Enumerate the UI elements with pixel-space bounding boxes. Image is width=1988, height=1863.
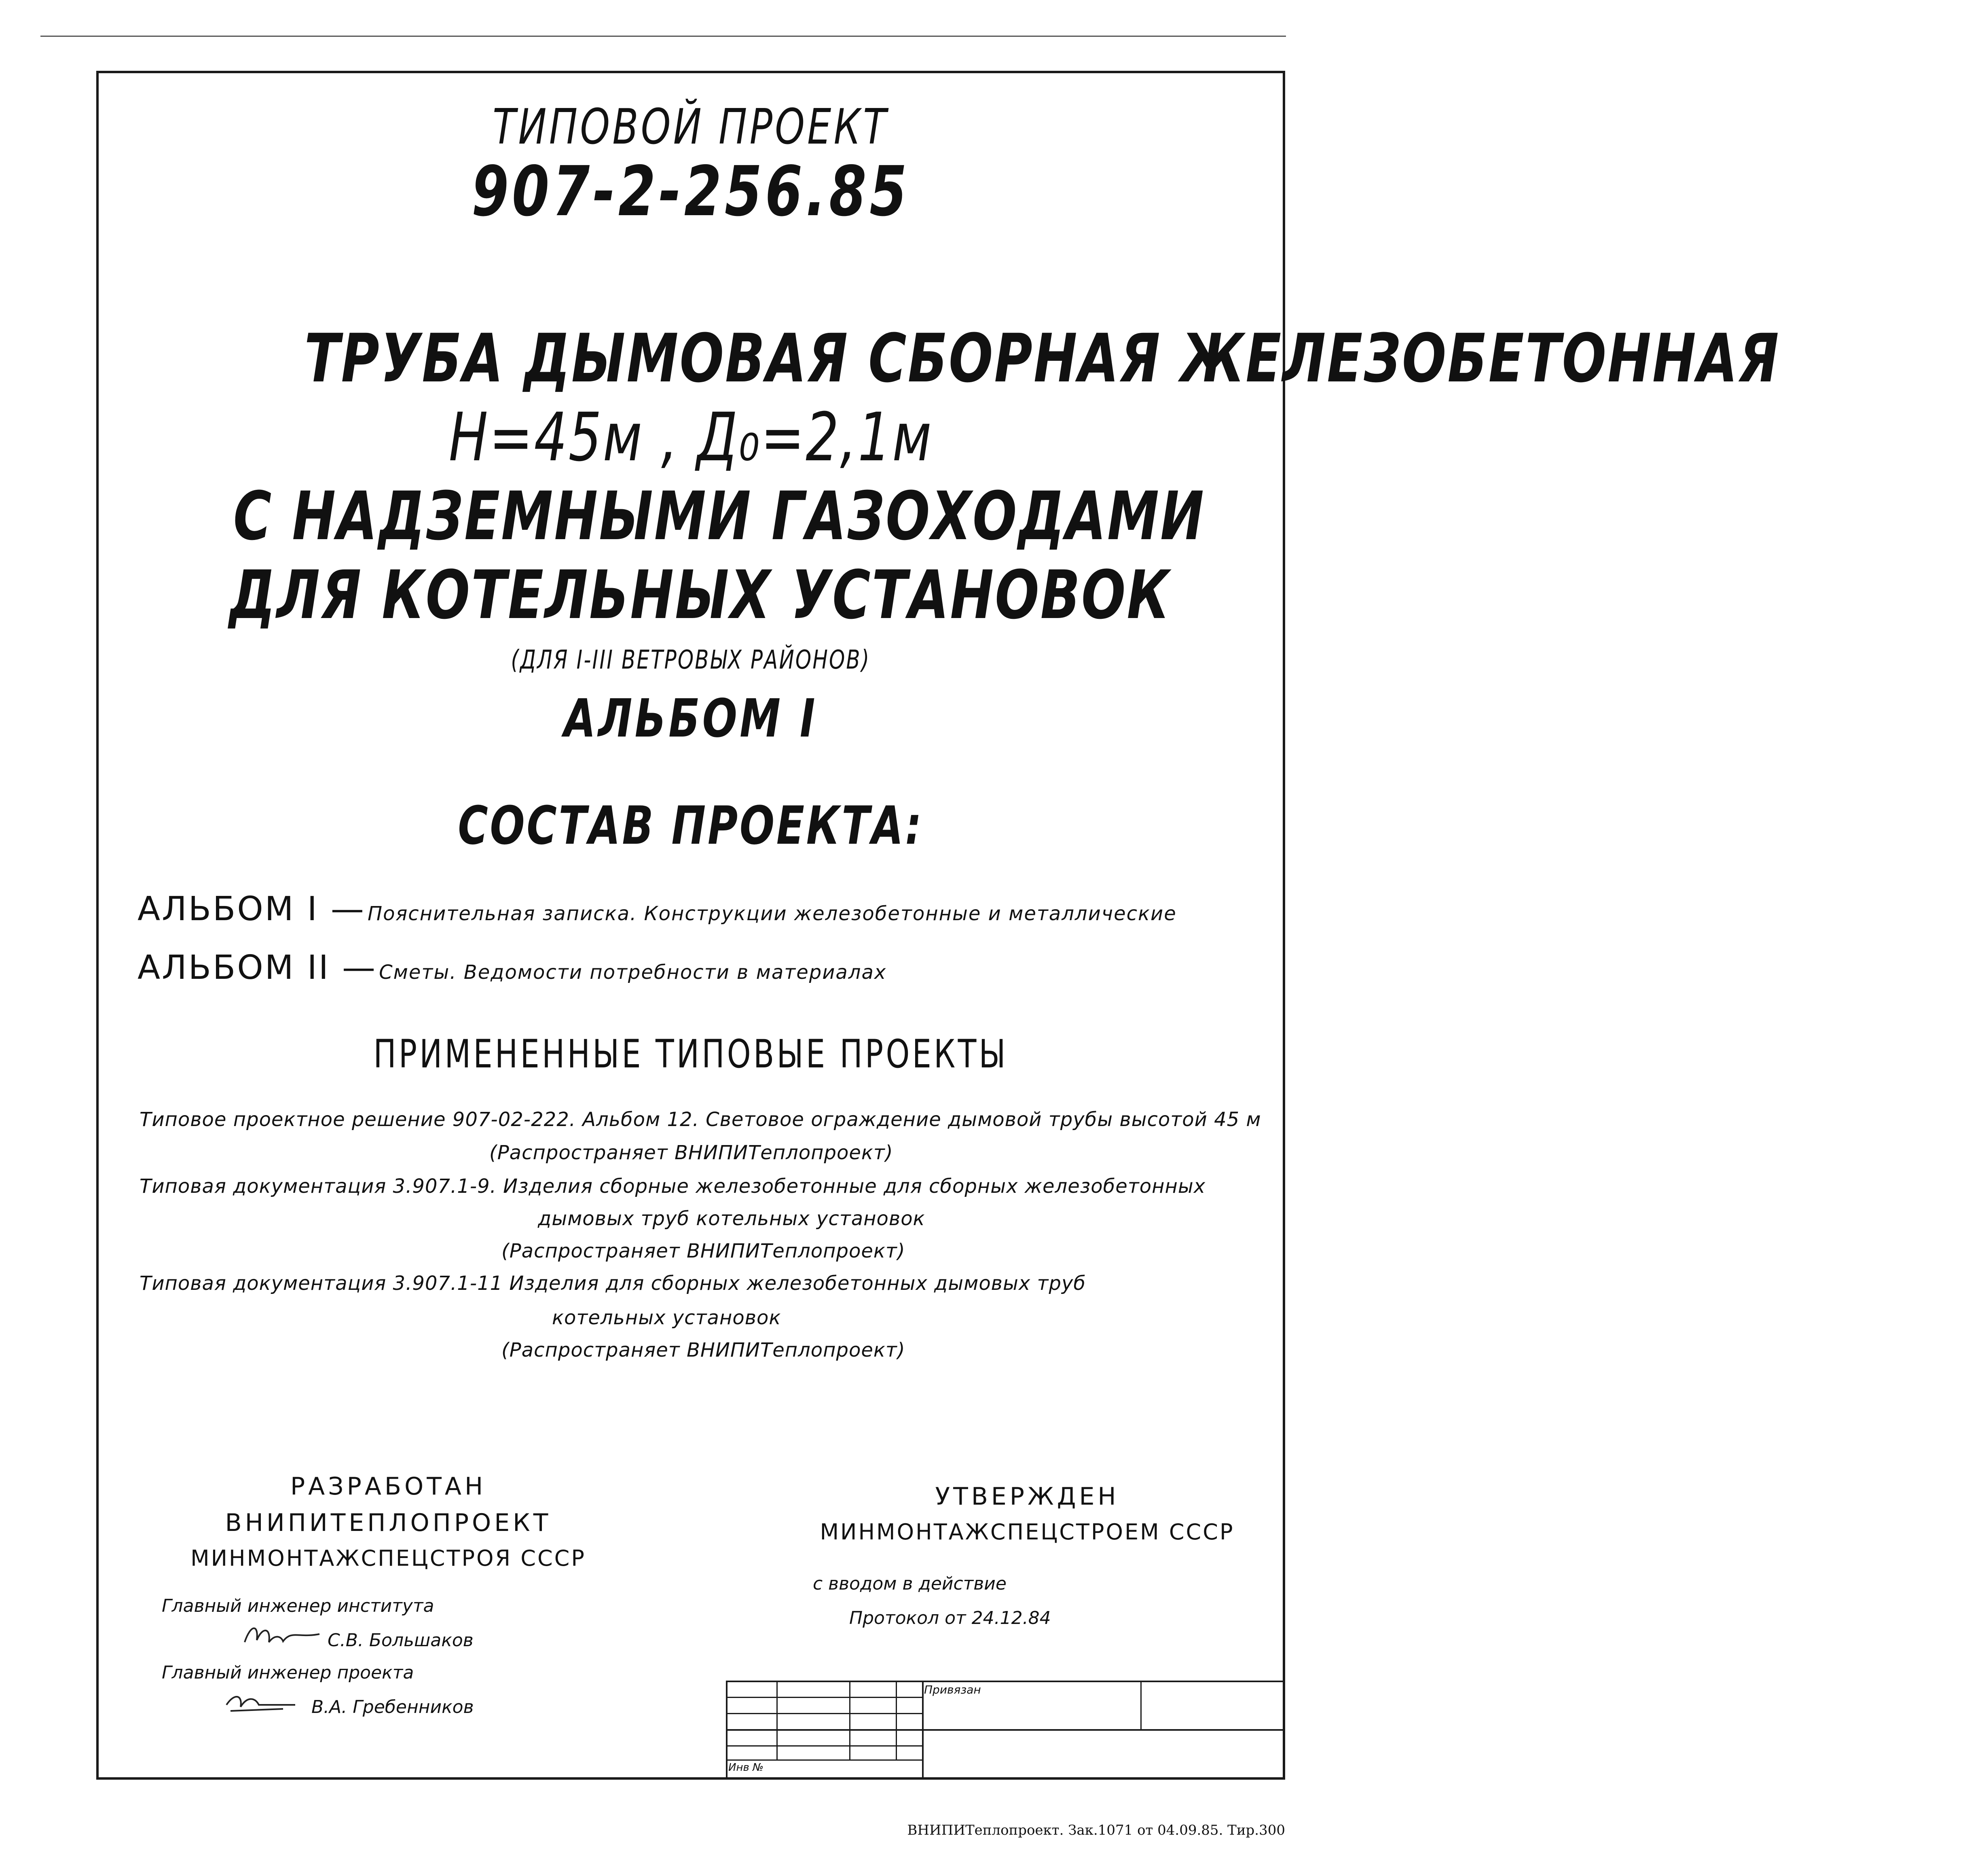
- approved-note: с вводом в действие: [813, 1573, 1007, 1594]
- signature-scribble-icon: [222, 1689, 299, 1717]
- title-line-2: H=45м , Д₀=2,1м: [448, 398, 933, 476]
- signature-scribble-icon: [243, 1622, 324, 1650]
- title-line-4: ДЛЯ КОТЕЛЬНЫХ УСТАНОВОК: [229, 556, 1171, 634]
- applied-projects-heading: ПРИМЕНЕННЫЕ ТИПОВЫЕ ПРОЕКТЫ: [373, 1031, 1008, 1077]
- chief-engineer-project-name: В.А. Гребенников: [311, 1697, 474, 1717]
- top-trim-line: [40, 36, 1286, 37]
- album-name: АЛЬБОМ I —: [137, 890, 366, 928]
- album-list-item: [137, 890, 1177, 928]
- reference-1-source: (Распространяет ВНИПИТеплопроект): [489, 1141, 893, 1164]
- reference-1: Типовое проектное решение 907-02-222. Альбом 12. Световое ограждение дымовой трубы высотой 45 м: [140, 1108, 1261, 1131]
- chief-engineer-institute-title: Главный инженер института: [162, 1596, 434, 1616]
- title-line-3: С НАДЗЕМНЫМИ ГАЗОХОДАМИ: [233, 477, 1205, 555]
- signature-1: [243, 1622, 324, 1656]
- title-block-stamp: [726, 1681, 1284, 1780]
- chief-engineer-project-title: Главный инженер проекта: [162, 1662, 414, 1683]
- developed-ministry: МИНМОНТАЖСПЕЦСТРОЯ СССР: [190, 1545, 586, 1571]
- stamp-linked-label: Привязан: [924, 1683, 981, 1696]
- composition-heading: СОСТАВ ПРОЕКТА:: [458, 795, 924, 856]
- reference-2: Типовая документация 3.907.1-9. Изделия сборные железобетонные для сборных железобетонных: [140, 1175, 1206, 1198]
- wind-region-note: (ДЛЯ I-III ВЕТРОВЫХ РАЙОНОВ): [511, 645, 871, 675]
- reference-3-continuation: котельных установок: [552, 1306, 781, 1329]
- reference-2-continuation: дымовых труб котельных установок: [538, 1207, 925, 1230]
- approved-label: УТВЕРЖДЕН: [935, 1482, 1119, 1511]
- approved-by-block: [801, 1478, 1254, 1549]
- stamp-inventory-label: Инв №: [728, 1761, 764, 1774]
- developed-org: ВНИПИТЕПЛОПРОЕКТ: [225, 1509, 552, 1537]
- album-name: АЛЬБОМ II —: [137, 948, 377, 987]
- reference-3: Типовая документация 3.907.1-11 Изделия для сборных железобетонных дымовых труб: [140, 1272, 1086, 1295]
- album-description: Сметы. Ведомости потребности в материалах: [379, 961, 887, 984]
- approved-protocol: Протокол от 24.12.84: [849, 1608, 1051, 1628]
- album-title: АЛЬБОМ I: [564, 688, 818, 749]
- developed-by-block: [146, 1468, 631, 1575]
- title-line-1: ТРУБА ДЫМОВАЯ СБОРНАЯ ЖЕЛЕЗОБЕТОННАЯ: [304, 320, 1780, 397]
- approved-ministry: МИНМОНТАЖСПЕЦСТРОЕМ СССР: [820, 1519, 1235, 1545]
- chief-engineer-institute-name: С.В. Большаков: [328, 1630, 474, 1651]
- signature-2: [222, 1689, 299, 1723]
- reference-3-source: (Распространяет ВНИПИТеплопроект): [501, 1339, 905, 1361]
- reference-2-source: (Распространяет ВНИПИТеплопроект): [501, 1240, 905, 1262]
- print-info: ВНИПИТеплопроект. Зак.1071 от 04.09.85. Тир.300: [907, 1822, 1285, 1838]
- developed-label: РАЗРАБОТАН: [290, 1472, 486, 1501]
- series-label: ТИПОВОЙ ПРОЕКТ: [493, 99, 889, 155]
- album-description: Пояснительная записка. Конструкции железобетонные и металлические: [367, 902, 1177, 925]
- project-number: 907-2-256.85: [471, 152, 910, 232]
- album-list-item: [137, 948, 886, 987]
